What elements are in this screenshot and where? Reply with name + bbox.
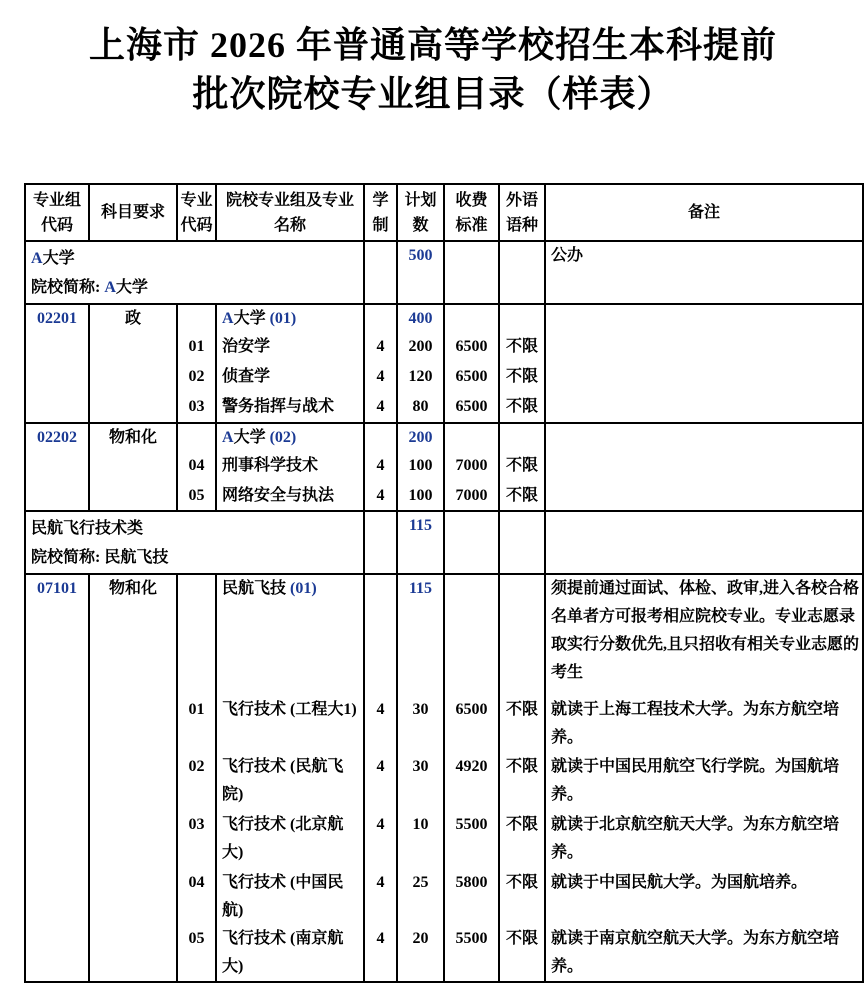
remark-cell — [545, 423, 863, 452]
empty-cell — [25, 452, 89, 482]
language-cell: 不限 — [499, 482, 545, 511]
remark-cell — [545, 304, 863, 333]
university-abbr-line — [31, 543, 361, 572]
language-cell: 不限 — [499, 696, 545, 753]
empty-cell — [444, 511, 499, 574]
major-code-cell: 01 — [177, 333, 216, 363]
empty-cell — [25, 753, 89, 811]
major-code-cell: 05 — [177, 925, 216, 982]
plan-cell: 20 — [397, 925, 444, 982]
language-cell: 不限 — [499, 811, 545, 869]
abbr-label: 院校简称: — [31, 279, 105, 296]
duration-cell: 4 — [364, 869, 397, 925]
remark-cell — [545, 482, 863, 511]
major-name-cell: 侦查学 — [216, 363, 364, 393]
group-plan-cell: 115 — [397, 574, 444, 696]
subject-cell: 物和化 — [89, 423, 177, 452]
fee-cell: 6500 — [444, 363, 499, 393]
fee-cell: 6500 — [444, 333, 499, 363]
duration-cell: 4 — [364, 753, 397, 811]
empty-cell — [89, 925, 177, 982]
fee-cell: 7000 — [444, 482, 499, 511]
header-subject-requirement: 科目要求 — [89, 184, 177, 241]
major-code-cell: 01 — [177, 696, 216, 753]
major-row — [25, 482, 863, 511]
empty-cell — [364, 423, 397, 452]
empty-cell — [25, 393, 89, 423]
empty-cell — [499, 241, 545, 304]
fee-cell: 5800 — [444, 869, 499, 925]
plan-cell: 25 — [397, 869, 444, 925]
remark-cell: 公办 — [545, 241, 863, 304]
group-name-text: 民航飞技 — [222, 580, 291, 597]
empty-cell — [499, 304, 545, 333]
empty-cell — [444, 241, 499, 304]
plan-cell: 120 — [397, 363, 444, 393]
major-row — [25, 811, 863, 869]
duration-cell: 4 — [364, 393, 397, 423]
empty-cell — [89, 753, 177, 811]
empty-cell — [364, 511, 397, 574]
remark-cell — [545, 363, 863, 393]
fee-cell: 6500 — [444, 393, 499, 423]
duration-cell: 4 — [364, 333, 397, 363]
group-02201-header-row — [25, 304, 863, 333]
page-title — [0, 0, 866, 119]
abbr-rest: 民航飞技 — [104, 549, 169, 566]
group-name-cell — [216, 304, 364, 333]
group-code-cell: 07101 — [25, 574, 89, 696]
header-plan-count: 计划 数 — [397, 184, 444, 241]
empty-cell — [444, 304, 499, 333]
empty-cell — [25, 811, 89, 869]
major-row — [25, 333, 863, 363]
group-code-cell: 02201 — [25, 304, 89, 333]
major-name-cell: 飞行技术 (工程大1) — [216, 696, 364, 753]
group-number: (02) — [269, 429, 297, 446]
major-code-cell: 03 — [177, 811, 216, 869]
major-code-cell: 04 — [177, 452, 216, 482]
empty-cell — [89, 393, 177, 423]
remark-cell — [545, 511, 863, 574]
empty-cell — [25, 869, 89, 925]
empty-cell — [499, 574, 545, 696]
remark-cell: 就读于北京航空航天大学。为东方航空培养。 — [545, 811, 863, 869]
group-02202-header-row — [25, 423, 863, 452]
empty-cell — [25, 925, 89, 982]
university-abbr-line — [31, 273, 361, 302]
plan-cell: 100 — [397, 452, 444, 482]
university-a-row — [25, 241, 863, 304]
header-remarks: 备注 — [545, 184, 863, 241]
group-name-prefix: A — [222, 310, 234, 327]
university-name-prefix: A — [31, 250, 43, 267]
header-group-code: 专业组 代码 — [25, 184, 89, 241]
group-number: (01) — [269, 310, 297, 327]
empty-cell — [177, 423, 216, 452]
group-name-cell — [216, 574, 364, 696]
group-name-cell — [216, 423, 364, 452]
header-major-code: 专业 代码 — [177, 184, 216, 241]
major-row — [25, 753, 863, 811]
duration-cell: 4 — [364, 925, 397, 982]
plan-cell: 10 — [397, 811, 444, 869]
major-code-cell: 02 — [177, 363, 216, 393]
empty-cell — [444, 423, 499, 452]
civil-aviation-row — [25, 511, 863, 574]
university-name-cell — [25, 511, 364, 574]
major-name-cell: 飞行技术 (北京航 大) — [216, 811, 364, 869]
empty-cell — [89, 811, 177, 869]
major-name-cell: 刑事科学技术 — [216, 452, 364, 482]
empty-cell — [177, 304, 216, 333]
group-07101-header-row — [25, 574, 863, 696]
language-cell: 不限 — [499, 333, 545, 363]
empty-cell — [89, 869, 177, 925]
major-name-cell: 飞行技术 (南京航 大) — [216, 925, 364, 982]
empty-cell — [25, 363, 89, 393]
abbr-label: 院校简称: — [31, 549, 105, 566]
major-name-cell: 网络安全与执法 — [216, 482, 364, 511]
plan-cell: 80 — [397, 393, 444, 423]
group-name-prefix: A — [222, 429, 234, 446]
header-duration: 学 制 — [364, 184, 397, 241]
empty-cell — [499, 423, 545, 452]
abbr-prefix: A — [104, 279, 116, 296]
major-row — [25, 363, 863, 393]
language-cell: 不限 — [499, 452, 545, 482]
group-name-text: 大学 — [233, 429, 270, 446]
group-code-cell: 02202 — [25, 423, 89, 452]
major-code-cell: 05 — [177, 482, 216, 511]
empty-cell — [444, 574, 499, 696]
empty-cell — [89, 333, 177, 363]
university-name-cell — [25, 241, 364, 304]
remark-cell: 就读于中国民航大学。为国航培养。 — [545, 869, 863, 925]
remark-cell: 就读于上海工程技术大学。为东方航空培养。 — [545, 696, 863, 753]
plan-total-cell: 115 — [397, 511, 444, 574]
group-number: (01) — [290, 580, 317, 597]
major-row — [25, 696, 863, 753]
major-row — [25, 925, 863, 982]
plan-cell: 30 — [397, 696, 444, 753]
subject-cell: 政 — [89, 304, 177, 333]
fee-cell: 5500 — [444, 925, 499, 982]
major-row — [25, 869, 863, 925]
language-cell: 不限 — [499, 363, 545, 393]
empty-cell — [364, 241, 397, 304]
university-name-line — [31, 244, 361, 273]
duration-cell: 4 — [364, 452, 397, 482]
remark-cell — [545, 452, 863, 482]
empty-cell — [25, 482, 89, 511]
duration-cell: 4 — [364, 696, 397, 753]
header-fee-standard: 收费 标准 — [444, 184, 499, 241]
major-code-cell: 02 — [177, 753, 216, 811]
university-name-line — [31, 514, 361, 543]
fee-cell: 5500 — [444, 811, 499, 869]
major-code-cell: 03 — [177, 393, 216, 423]
duration-cell: 4 — [364, 811, 397, 869]
table-header-row — [25, 184, 863, 241]
major-name-cell: 警务指挥与战术 — [216, 393, 364, 423]
language-cell: 不限 — [499, 753, 545, 811]
abbr-rest: 大学 — [115, 279, 148, 296]
empty-cell — [89, 452, 177, 482]
plan-cell: 200 — [397, 333, 444, 363]
empty-cell — [499, 511, 545, 574]
language-cell: 不限 — [499, 925, 545, 982]
remark-cell: 就读于中国民用航空飞行学院。为国航培养。 — [545, 753, 863, 811]
major-name-cell: 飞行技术 (民航飞 院) — [216, 753, 364, 811]
plan-cell: 30 — [397, 753, 444, 811]
empty-cell — [89, 363, 177, 393]
subject-cell: 物和化 — [89, 574, 177, 696]
empty-cell — [177, 574, 216, 696]
major-code-cell: 04 — [177, 869, 216, 925]
fee-cell: 6500 — [444, 696, 499, 753]
fee-cell: 7000 — [444, 452, 499, 482]
header-group-major-name: 院校专业组及专业 名称 — [216, 184, 364, 241]
remark-cell — [545, 333, 863, 363]
group-name-text: 大学 — [233, 310, 270, 327]
empty-cell — [89, 696, 177, 753]
empty-cell — [364, 304, 397, 333]
empty-cell — [25, 333, 89, 363]
language-cell: 不限 — [499, 393, 545, 423]
fee-cell: 4920 — [444, 753, 499, 811]
university-name-rest: 民航飞行技术类 — [31, 520, 144, 537]
language-cell: 不限 — [499, 869, 545, 925]
page-title-line-1: 上海市 2026 年普通高等学校招生本科提前 — [88, 25, 777, 65]
group-remark-cell: 须提前通过面试、体检、政审,进入各校合格名单者方可报考相应院校专业。专业志愿录取实行分数优先,且只招收有相关专业志愿的考生 — [545, 574, 863, 696]
header-foreign-language: 外语 语种 — [499, 184, 545, 241]
group-plan-cell: 200 — [397, 423, 444, 452]
university-name-rest: 大学 — [42, 250, 75, 267]
major-name-cell: 治安学 — [216, 333, 364, 363]
empty-cell — [89, 482, 177, 511]
plan-cell: 100 — [397, 482, 444, 511]
empty-cell — [364, 574, 397, 696]
remark-cell — [545, 393, 863, 423]
major-row — [25, 452, 863, 482]
duration-cell: 4 — [364, 482, 397, 511]
major-name-cell: 飞行技术 (中国民 航) — [216, 869, 364, 925]
admission-catalog-table — [24, 183, 864, 983]
duration-cell: 4 — [364, 363, 397, 393]
plan-total-cell: 500 — [397, 241, 444, 304]
group-plan-cell: 400 — [397, 304, 444, 333]
remark-cell: 就读于南京航空航天大学。为东方航空培养。 — [545, 925, 863, 982]
page-title-line-2: 批次院校专业组目录（样表） — [192, 74, 674, 114]
empty-cell — [25, 696, 89, 753]
major-row — [25, 393, 863, 423]
